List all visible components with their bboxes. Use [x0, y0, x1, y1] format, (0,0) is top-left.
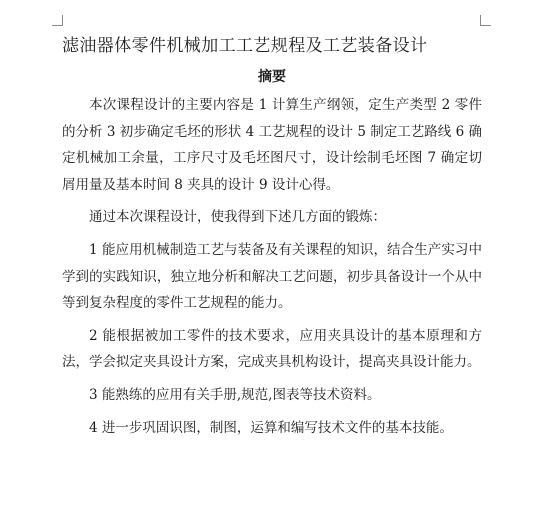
margin-corner-mark-top-left: [52, 15, 63, 26]
paragraph-1: 本次课程设计的主要内容是 1 计算生产纲领，定生产类型 2 零件的分析 3 初步确定毛坯的形状 4 工艺规程的设计 5 制定工艺路线 6 确定机械加工余量，工序尺寸及毛坯图尺寸，设计绘制毛坯图 7 确定切屑用量及基本时间 8 夹具的设计 9 设计心得。: [62, 97, 482, 193]
margin-corner-mark-top-right: [480, 15, 491, 26]
abstract-heading: 摘要: [258, 69, 286, 85]
document-body[interactable]: [62, 34, 482, 441]
paragraph-2: 通过本次课程设计，使我得到下述几方面的锻炼：: [89, 209, 386, 226]
paragraph-4: 2 能根据被加工零件的技术要求，应用夹具设计的基本原理和方法，学会拟定夹具设计方案，完成夹具机构设计，提高夹具设计能力。: [62, 327, 482, 371]
paragraph-6: 4 进一步巩固识图，制图，运算和编写技术文件的基本技能。: [89, 419, 453, 436]
document-title: 滤油器体零件机械加工工艺规程及工艺装备设计: [62, 36, 428, 56]
paragraph-5: 3 能熟练的应用有关手册,规范,图表等技术资料。: [89, 386, 381, 403]
paragraph-3: 1 能应用机械制造工艺与装备及有关课程的知识，结合生产实习中学到的实践知识，独立地分析和解决工艺问题，初步具备设计一个从中等到复杂程度的零件工艺规程的能力。: [62, 241, 482, 312]
